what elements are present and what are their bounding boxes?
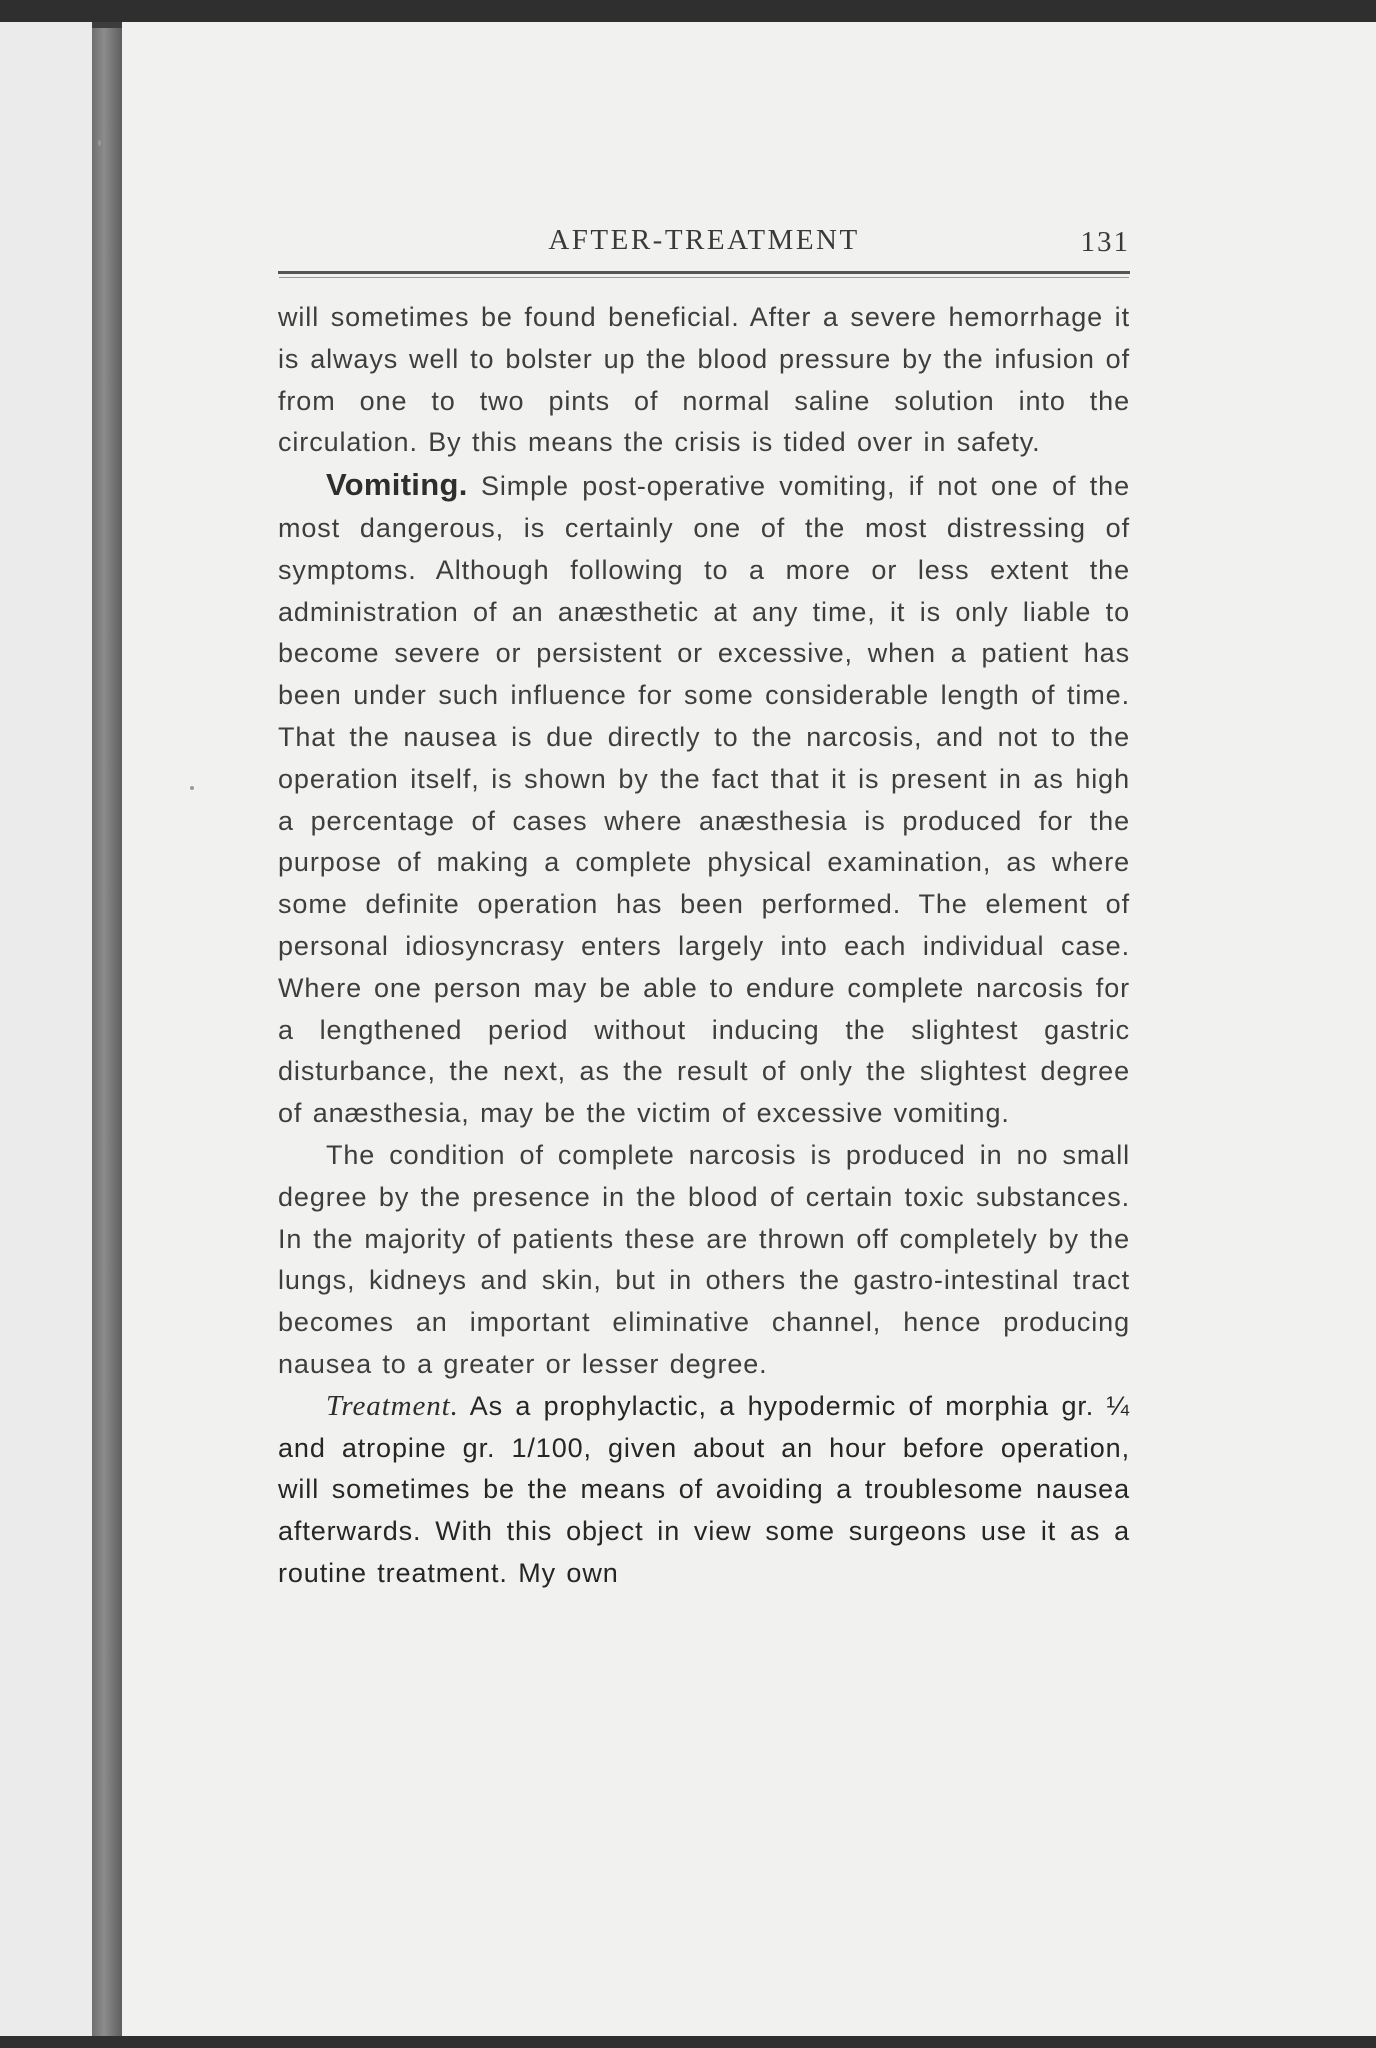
- paper-speck: [98, 140, 101, 146]
- page-text-block: [278, 218, 1130, 1595]
- paragraph-text: The condition of complete narcosis is produced in no small degree by the presence in the blood of certain toxic substances. In the majority of patients these are thrown off completely by the lungs, kidneys and skin, but in others the gastro-intestinal tract becomes an important eliminative channel, hence producing nausea to a greater or lesser degree.: [278, 1139, 1130, 1379]
- book-spine-shadow: [92, 28, 122, 2038]
- running-head: [278, 218, 1130, 270]
- paragraph-text: will sometimes be found beneficial. After a severe hemorrhage it is always well to bolster up the blood pressure by the infusion of from one to two pints of normal saline solution into the circulation. By this means the crisis is tided over in safety.: [278, 302, 1130, 458]
- scan-top-border: [0, 0, 1376, 22]
- subheading-treatment: Treatment.: [326, 1389, 459, 1422]
- page-number: 131: [1080, 226, 1130, 258]
- section-heading-vomiting: Vomiting.: [326, 467, 468, 503]
- body-text: [278, 297, 1130, 1595]
- header-rule: [278, 271, 1130, 274]
- paper-speck: [190, 786, 194, 790]
- running-title: AFTER-TREATMENT: [548, 224, 860, 256]
- paragraph-continued: [278, 297, 1130, 464]
- paragraph-vomiting: [278, 464, 1130, 1135]
- paragraph-treatment: [278, 1386, 1130, 1595]
- paragraph-text: Simple post-operative vomiting, if not one of the most dangerous, is certainly one of the most distressing of symptoms. Although following to a more or less extent the administration of an anæsthetic at any time, it is only liable to become severe or persistent or excessive, when a patient has been under such influence for some considerable length of time. That the nausea is due directly to the narcosis, and not to the operation itself, is shown by the fact that it is present in as high a percentage of cases where anæsthesia is produced for the purpose of making a complete physical examination, as where some definite operation has been performed. The element of personal idiosyncrasy enters largely into each individual case. Where one person may be able to endure complete narcosis for a lengthened period without inducing the slightest gastric disturbance, the next, as the result of only the slightest degree of anæsthesia, may be the victim of excessive vomiting.: [278, 471, 1130, 1129]
- facing-page-edge: [0, 22, 92, 2048]
- paragraph-narcosis: [278, 1135, 1130, 1386]
- scan-bottom-border: [0, 2036, 1376, 2048]
- paragraph-text: As a prophylactic, a hypodermic of morphia gr. ¼ and atropine gr. 1/100, given about an hour before operation, will sometimes be the means of avoiding a troublesome nausea afterwards. With this object in view some surgeons use it as a routine treatment. My own: [278, 1390, 1130, 1588]
